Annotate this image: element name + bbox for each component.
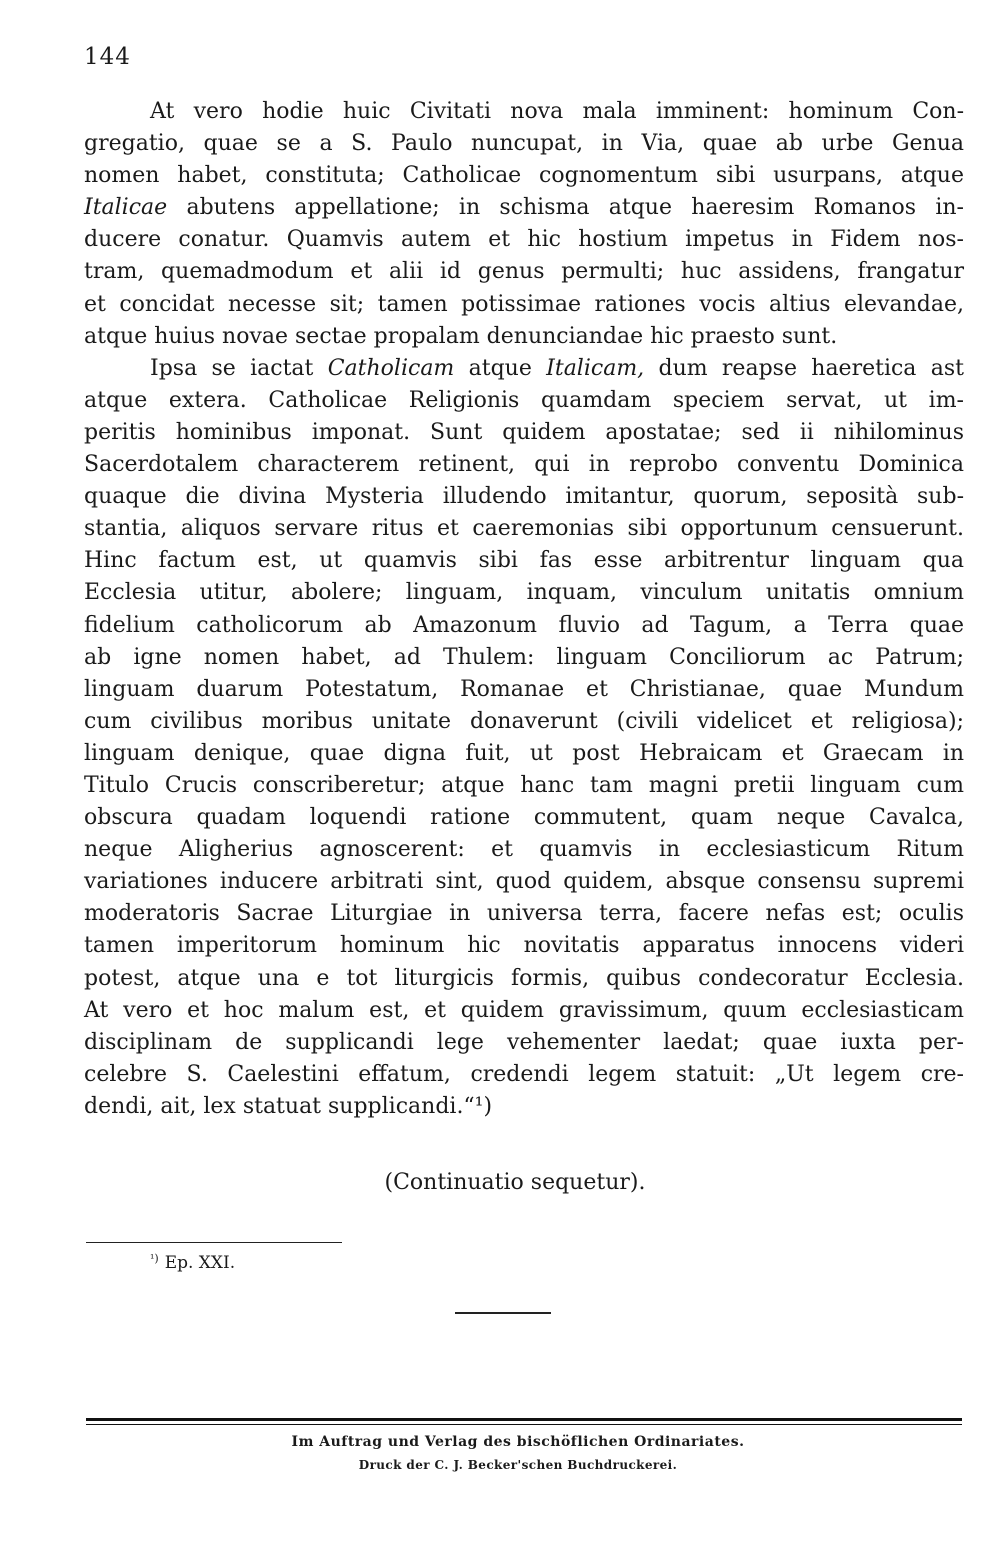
line-text: dendi, ait, lex statuat supplicandi.“¹) — [84, 1093, 493, 1119]
text-line — [84, 417, 964, 449]
text-line — [84, 963, 964, 995]
text-line — [84, 834, 964, 866]
text-line — [84, 770, 964, 802]
text-line — [84, 706, 964, 738]
text-line — [84, 898, 964, 930]
text-line — [84, 160, 964, 192]
imprint-publisher: Im Auftrag und Verlag des bischöflichen Ordinariates. — [291, 1434, 745, 1450]
line-text: moderatoris Sacrae Liturgiae in universa terra, facere nefas est; oculis — [84, 901, 964, 927]
line-text: Titulo Crucis conscriberetur; atque hanc tam magni pretii linguam cum — [84, 772, 964, 798]
footnote — [150, 1252, 235, 1273]
end-divider — [455, 1312, 551, 1314]
line-text: potest, atque una e tot liturgicis formis, quibus condecoratur Ecclesia. — [84, 965, 964, 991]
imprint-printer: Druck der C. J. Becker'schen Buchdruckerei. — [358, 1458, 678, 1472]
text-line — [84, 385, 964, 417]
italic-text: Catholicam — [327, 355, 455, 381]
line-text: atque extera. Catholicae Religionis quamdam speciem servat, ut im- — [84, 387, 964, 413]
line-text: gregatio, quae se a S. Paulo nuncupat, in Via, quae ab urbe Genua — [84, 131, 964, 157]
text-line — [84, 1091, 964, 1123]
text-line — [84, 513, 964, 545]
text-line — [84, 802, 964, 834]
text-line — [84, 449, 964, 481]
line-text: At vero hodie huic Civitati nova mala imminent: hominum Con- — [150, 99, 964, 124]
line-text: Ecclesia utitur, abolere; linguam, inquam, vinculum unitatis omnium — [84, 580, 964, 606]
line-text: disciplinam de supplicandi lege vehementer laedat; quae iuxta per- — [84, 1029, 964, 1055]
imprint-rule-thick — [86, 1418, 962, 1421]
line-text: stantia, aliquos servare ritus et caeremonias sibi opportunum censuerunt. — [84, 516, 964, 542]
line-text: obscura quadam loquendi ratione commutent, quam neque Cavalca, — [84, 805, 964, 831]
line-text: Ipsa se iactat — [150, 355, 328, 381]
footnote-divider — [86, 1242, 342, 1243]
text-line — [84, 577, 964, 609]
line-text: celebre S. Caelestini effatum, credendi legem statuit: „Ut legem cre- — [84, 1061, 964, 1087]
line-text: Hinc factum est, ut quamvis sibi fas esse arbitrentur linguam qua — [84, 548, 964, 574]
italic-text: Italicae — [84, 195, 168, 221]
line-text: tamen imperitorum hominum hic novitatis apparatus innocens videri — [84, 933, 964, 959]
text-line — [84, 642, 964, 674]
body-text — [84, 96, 964, 1123]
text-line — [84, 96, 964, 128]
line-text: peritis hominibus imponat. Sunt quidem apostatae; sed ii nihilominus — [84, 419, 964, 445]
text-line — [84, 224, 964, 256]
line-text: neque Aligherius agnoscerent: et quamvis in ecclesiasticum Ritum — [84, 837, 964, 863]
continuation-note: (Continuatio sequetur). — [384, 1170, 646, 1195]
text-line — [84, 610, 964, 642]
line-text: ab igne nomen habet, ad Thulem: linguam Conciliorum ac Patrum; — [84, 644, 964, 670]
text-line — [84, 866, 964, 898]
line-text: abutens appellatione; in schisma atque haeresim Romanos in- — [167, 195, 964, 221]
footnote-marker: ¹) — [150, 1252, 159, 1265]
text-line — [84, 930, 964, 962]
text-line — [84, 256, 964, 288]
text-line — [84, 545, 964, 577]
line-text: linguam duarum Potestatum, Romanae et Christianae, quae Mundum — [84, 676, 964, 702]
line-text: quaque die divina Mysteria illudendo imitantur, quorum, seposità sub- — [84, 484, 964, 510]
imprint-rule-thin — [86, 1424, 962, 1425]
line-text: linguam denique, quae digna fuit, ut post Hebraicam et Graecam in — [84, 740, 964, 766]
footnote-text: Ep. XXI. — [164, 1253, 236, 1273]
line-text: fidelium catholicorum ab Amazonum fluvio ad Tagum, a Terra quae — [84, 612, 964, 638]
text-line — [84, 995, 964, 1027]
line-text: atque — [454, 355, 547, 381]
line-text: nomen habet, constituta; Catholicae cognomentum sibi usurpans, atque — [84, 163, 964, 189]
page-number: 144 — [84, 44, 131, 70]
text-line — [84, 289, 964, 321]
text-line — [84, 128, 964, 160]
text-line — [84, 192, 964, 224]
line-text: variationes inducere arbitrati sint, quod quidem, absque consensu supremi — [84, 869, 964, 895]
text-line — [84, 1059, 964, 1091]
text-line — [84, 738, 964, 770]
text-line — [84, 321, 964, 353]
line-text: et concidat necesse sit; tamen potissimae rationes vocis altius elevandae, — [84, 291, 964, 317]
line-text: tram, quemadmodum et alii id genus permulti; huc assidens, frangatur — [84, 259, 964, 285]
line-text: atque huius novae sectae propalam denunciandae hic praesto sunt. — [84, 323, 838, 349]
text-line — [84, 481, 964, 513]
line-text: dum reapse haeretica ast — [644, 355, 964, 381]
text-line — [84, 353, 964, 385]
line-text: cum civilibus moribus unitate donaverunt (civili videlicet et religiosa); — [84, 708, 964, 734]
line-text: At vero et hoc malum est, et quidem gravissimum, quum ecclesiasticam — [84, 997, 964, 1023]
italic-text: Italicam, — [546, 355, 645, 381]
text-line — [84, 674, 964, 706]
line-text: ducere conatur. Quamvis autem et hic hostium impetus in Fidem nos- — [84, 227, 964, 253]
line-text: Sacerdotalem characterem retinent, qui in reprobo conventu Dominica — [84, 452, 964, 478]
text-line — [84, 1027, 964, 1059]
